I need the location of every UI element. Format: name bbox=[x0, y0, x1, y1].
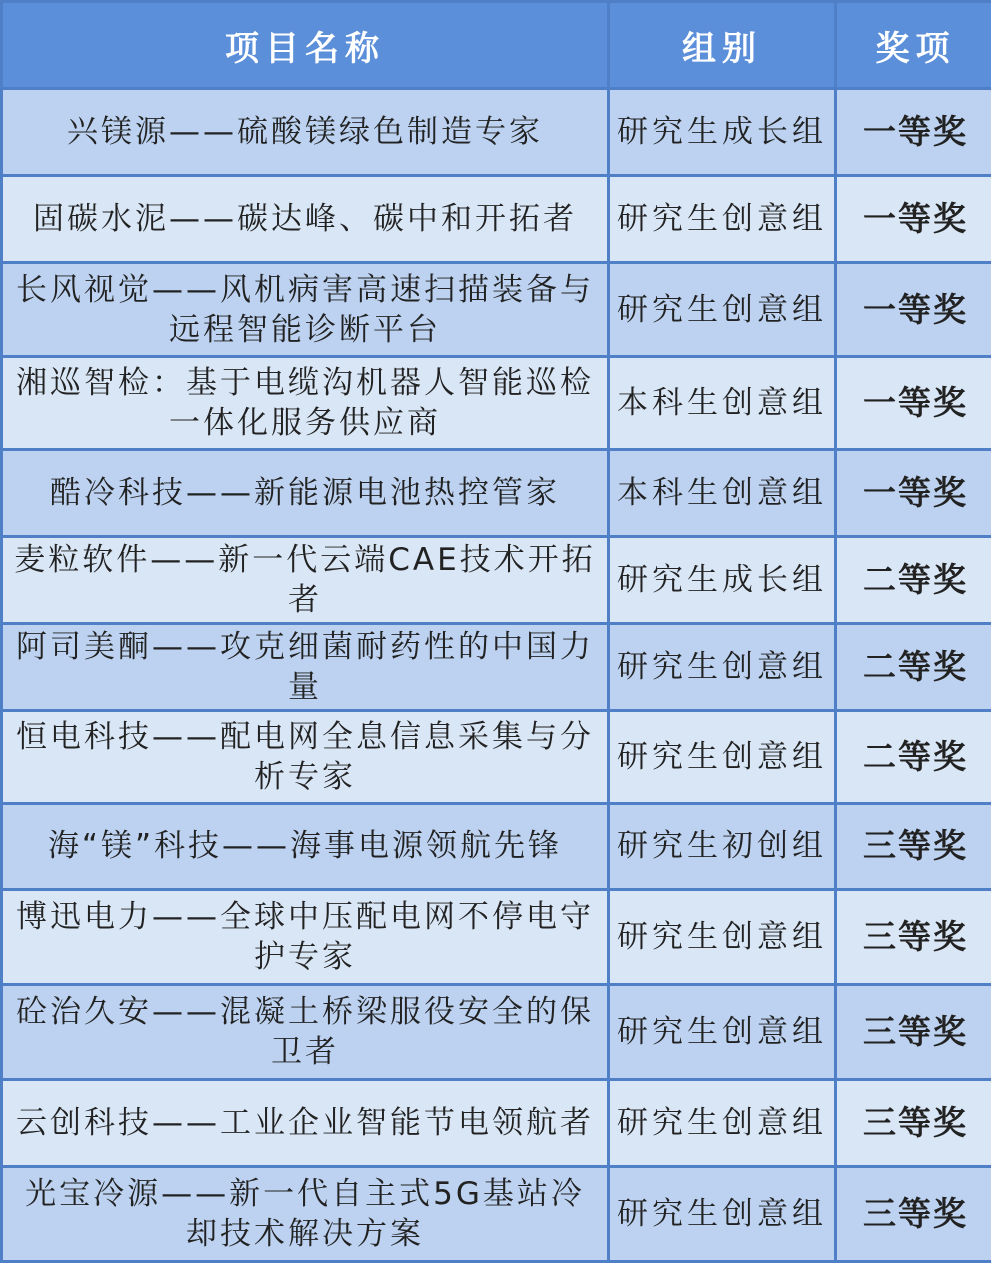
table-row bbox=[3, 1081, 991, 1165]
cell-award: 三等奖 bbox=[837, 891, 991, 983]
cell-group: 研究生创意组 bbox=[610, 625, 834, 709]
cell-group: 研究生初创组 bbox=[610, 805, 834, 889]
table-row bbox=[3, 805, 991, 889]
cell-group: 研究生创意组 bbox=[610, 177, 834, 261]
table-row bbox=[3, 90, 991, 174]
cell-project-name: 兴镁源——硫酸镁绿色制造专家 bbox=[3, 90, 607, 174]
cell-project-name: 阿司美酮——攻克细菌耐药性的中国力量 bbox=[3, 625, 607, 709]
cell-project-name: 砼治久安——混凝土桥梁服役安全的保卫者 bbox=[3, 986, 607, 1078]
cell-award: 一等奖 bbox=[837, 177, 991, 261]
cell-group: 研究生创意组 bbox=[610, 1168, 834, 1260]
header-group: 组别 bbox=[610, 3, 834, 87]
cell-award: 二等奖 bbox=[837, 712, 991, 802]
cell-award: 三等奖 bbox=[837, 986, 991, 1078]
cell-award: 一等奖 bbox=[837, 90, 991, 174]
cell-award: 一等奖 bbox=[837, 451, 991, 535]
cell-award: 三等奖 bbox=[837, 1168, 991, 1260]
cell-project-name: 恒电科技——配电网全息信息采集与分析专家 bbox=[3, 712, 607, 802]
table-row bbox=[3, 358, 991, 448]
cell-award: 一等奖 bbox=[837, 358, 991, 448]
cell-project-name: 光宝冷源——新一代自主式5G基站冷却技术解决方案 bbox=[3, 1168, 607, 1260]
cell-project-name: 酷冷科技——新能源电池热控管家 bbox=[3, 451, 607, 535]
cell-award: 一等奖 bbox=[837, 264, 991, 356]
table-row bbox=[3, 451, 991, 535]
table-row bbox=[3, 625, 991, 709]
cell-award: 三等奖 bbox=[837, 805, 991, 889]
table-row bbox=[3, 177, 991, 261]
cell-group: 研究生创意组 bbox=[610, 712, 834, 802]
cell-project-name: 海“镁”科技——海事电源领航先锋 bbox=[3, 805, 607, 889]
cell-group: 研究生成长组 bbox=[610, 90, 834, 174]
cell-group: 研究生创意组 bbox=[610, 1081, 834, 1165]
cell-award: 三等奖 bbox=[837, 1081, 991, 1165]
cell-group: 研究生创意组 bbox=[610, 891, 834, 983]
table-row bbox=[3, 712, 991, 802]
cell-project-name: 云创科技——工业企业智能节电领航者 bbox=[3, 1081, 607, 1165]
header-project-name: 项目名称 bbox=[3, 3, 607, 87]
cell-award: 二等奖 bbox=[837, 538, 991, 622]
cell-project-name: 长风视觉——风机病害高速扫描装备与远程智能诊断平台 bbox=[3, 264, 607, 356]
cell-group: 本科生创意组 bbox=[610, 358, 834, 448]
table-row bbox=[3, 986, 991, 1078]
table-row bbox=[3, 1168, 991, 1260]
cell-project-name: 湘巡智检：基于电缆沟机器人智能巡检一体化服务供应商 bbox=[3, 358, 607, 448]
table-row bbox=[3, 891, 991, 983]
cell-award: 二等奖 bbox=[837, 625, 991, 709]
cell-project-name: 博迅电力——全球中压配电网不停电守护专家 bbox=[3, 891, 607, 983]
cell-group: 本科生创意组 bbox=[610, 451, 834, 535]
header-award: 奖项 bbox=[837, 3, 991, 87]
cell-project-name: 麦粒软件——新一代云端CAE技术开拓者 bbox=[3, 538, 607, 622]
table-row bbox=[3, 538, 991, 622]
cell-project-name: 固碳水泥——碳达峰、碳中和开拓者 bbox=[3, 177, 607, 261]
table-header-row bbox=[3, 3, 991, 87]
cell-group: 研究生成长组 bbox=[610, 538, 834, 622]
cell-group: 研究生创意组 bbox=[610, 986, 834, 1078]
cell-group: 研究生创意组 bbox=[610, 264, 834, 356]
table-row bbox=[3, 264, 991, 356]
